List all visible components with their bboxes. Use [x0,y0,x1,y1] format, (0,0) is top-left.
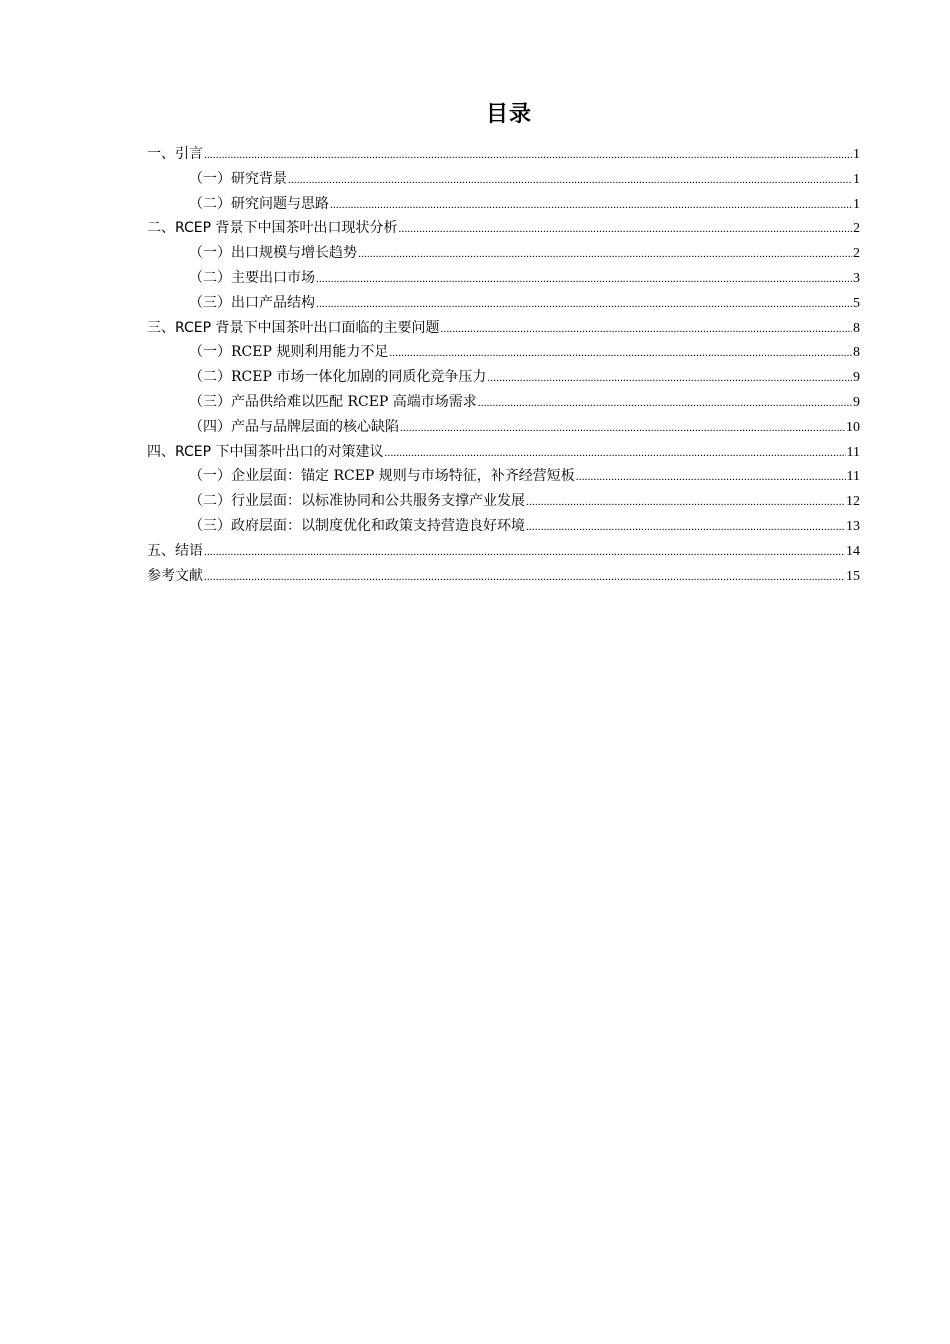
toc-entry-2[interactable] [147,167,860,192]
toc-entry-page-number: 1 [853,171,860,187]
toc-dot-leader [385,441,846,466]
toc-dot-leader [358,242,852,267]
toc-entry-label: 三、RCEP 背景下中国茶叶出口面临的主要问题 [147,319,440,336]
toc-entry-page-number: 14 [846,543,860,559]
toc-entry-page-number: 5 [853,295,860,311]
toc-entry-label: （四）产品与品牌层面的核心缺陷 [189,418,399,435]
toc-entry-7[interactable] [147,291,860,316]
toc-entry-page-number: 1 [853,147,860,162]
toc-entry-8[interactable] [147,316,860,341]
toc-dot-leader [389,341,852,366]
toc-entry-16[interactable] [147,514,860,539]
toc-entry-page-number: 15 [846,568,860,584]
toc-entry-page-number: 12 [846,494,860,510]
toc-entry-13[interactable] [147,440,860,465]
toc-entry-3[interactable] [147,192,860,217]
toc-dot-leader [330,193,852,218]
toc-entry-page-number: 2 [853,246,860,262]
toc-entry-18[interactable] [147,564,860,589]
toc-entry-page-number: 2 [853,221,860,237]
toc-dot-leader [400,416,845,441]
toc-entry-9[interactable] [147,340,860,365]
toc-dot-leader [399,217,852,242]
toc-entry-page-number: 9 [853,394,860,410]
toc-entry-label: 一、引言 [147,146,203,162]
toc-entry-label: 二、RCEP 背景下中国茶叶出口现状分析 [147,220,398,237]
toc-dot-leader [576,465,846,490]
toc-entry-label: （一）RCEP 规则利用能力不足 [189,344,389,361]
toc-entry-1[interactable] [147,142,860,167]
toc-entry-label: 五、结语 [147,542,203,559]
toc-entry-14[interactable] [147,464,860,489]
toc-entry-label: （一）研究背景 [189,170,287,187]
toc-entry-page-number: 3 [853,270,860,286]
toc-entry-label: （二）研究问题与思路 [189,195,329,212]
toc-entry-page-number: 8 [853,345,860,361]
toc-dot-leader [204,143,852,168]
toc-entry-15[interactable] [147,489,860,514]
toc-title: 目录 [485,102,532,127]
toc-entry-page-number: 8 [853,320,860,336]
toc-entry-10[interactable] [147,365,860,390]
toc-entry-5[interactable] [147,241,860,266]
toc-entry-label: （一）出口规模与增长趋势 [189,245,357,262]
toc-dot-leader [204,540,845,565]
toc-dot-leader [526,515,845,540]
toc-dot-leader [526,490,845,515]
toc-entry-label: （二）主要出口市场 [189,269,315,286]
toc-entry-label: （三）产品供给难以匹配 RCEP 高端市场需求 [189,393,477,410]
toc-entry-12[interactable] [147,415,860,440]
toc-entry-label: 参考文献 [147,567,203,584]
table-of-contents [147,142,860,588]
toc-entry-label: 四、RCEP 下中国茶叶出口的对策建议 [147,443,384,460]
toc-entry-label: （三）出口产品结构 [189,294,315,311]
toc-entry-label: （二）RCEP 市场一体化加剧的同质化竞争压力 [189,369,487,386]
toc-entry-label: （二）行业层面：以标准协同和公共服务支撑产业发展 [189,493,525,510]
toc-dot-leader [478,391,852,416]
toc-entry-label: （三）政府层面：以制度优化和政策支持营造良好环境 [189,517,525,534]
toc-entry-6[interactable] [147,266,860,291]
toc-dot-leader [288,168,852,193]
toc-entry-label: （一）企业层面：锚定 RCEP 规则与市场特征，补齐经营短板 [189,468,575,485]
toc-entry-11[interactable] [147,390,860,415]
toc-entry-page-number: 1 [853,196,860,212]
toc-dot-leader [487,366,852,391]
toc-entry-4[interactable] [147,216,860,241]
toc-dot-leader [316,267,852,292]
toc-dot-leader [441,317,852,342]
toc-entry-page-number: 11 [846,469,860,485]
toc-entry-page-number: 10 [846,419,860,435]
toc-dot-leader [204,565,845,590]
toc-entry-page-number: 9 [853,370,860,386]
toc-dot-leader [316,292,852,317]
toc-entry-page-number: 13 [846,518,860,534]
toc-entry-17[interactable] [147,539,860,564]
toc-entry-page-number: 11 [846,444,860,460]
